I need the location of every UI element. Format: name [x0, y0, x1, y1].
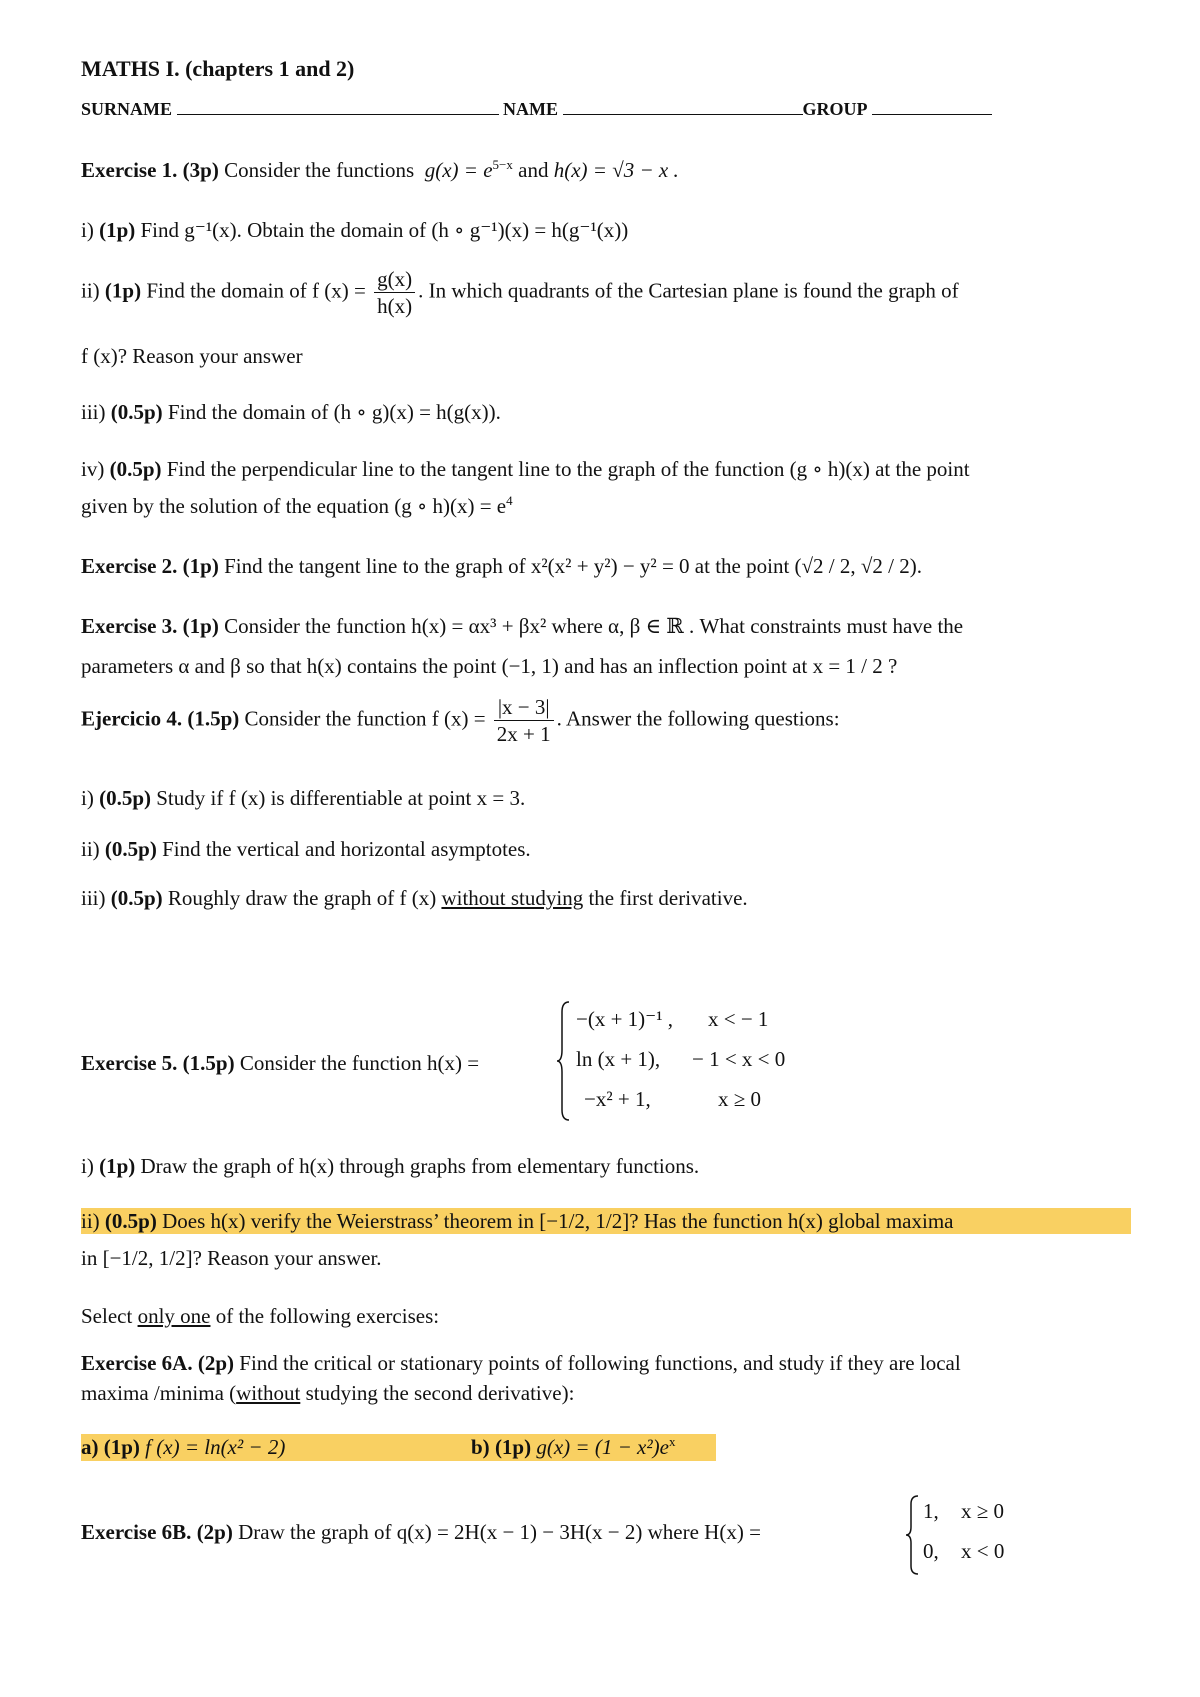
- part-points: (0.5p): [99, 786, 151, 810]
- part-label: iii): [81, 400, 106, 424]
- exercise-6a-statement: [81, 1350, 1132, 1376]
- exercise-3-points: (1p): [182, 614, 219, 638]
- exercise-4-iii: [81, 885, 1132, 911]
- part-points: (1p): [99, 1154, 136, 1178]
- piece-condition: x < − 1: [708, 1007, 769, 1031]
- piece-expression: −(x + 1)⁻¹ ,: [576, 1007, 674, 1031]
- exercise-5-ii: [81, 1208, 1132, 1234]
- piece-condition: x ≥ 0: [961, 1499, 1005, 1523]
- part-label: a): [81, 1435, 99, 1459]
- exercise-6b-label: Exercise 6B.: [81, 1520, 192, 1544]
- exercise-3-label: Exercise 3.: [81, 614, 178, 638]
- piece-condition: x < 0: [961, 1539, 1005, 1563]
- name-field[interactable]: [563, 100, 803, 115]
- exercise-2-statement: [81, 553, 1132, 579]
- piece-expression: 0,: [923, 1539, 939, 1563]
- part-label: i): [81, 786, 94, 810]
- g-exponent: 5−x: [492, 157, 513, 172]
- part-points: (1p): [104, 278, 142, 303]
- exercise-2-text: Find the tangent line to the graph of x²(x² + y²) − y² = 0 at the point (√2 / 2, √2 / 2).: [224, 554, 922, 578]
- part-text-cont: the first derivative.: [588, 886, 748, 910]
- exercise-1-ii-cont: [81, 343, 1132, 369]
- exercise-1-iv-cont: [81, 493, 1132, 519]
- part-points: (0.5p): [104, 837, 157, 861]
- part-points: (1p): [103, 1435, 140, 1459]
- part-expression: g(x) = (1 − x²)e: [536, 1435, 669, 1459]
- and-word: and: [518, 158, 549, 182]
- part-label: i): [81, 1154, 94, 1178]
- piecewise-h: [556, 1000, 816, 1122]
- exercise-4-i: [81, 785, 1132, 811]
- exercise-1-ii: [81, 266, 1132, 320]
- part-label: ii): [81, 1209, 100, 1233]
- exercise-1-iv: [81, 456, 1132, 482]
- instruction-text-cont: of the following exercises:: [215, 1304, 440, 1328]
- part-text: Find the domain of (h ∘ g)(x) = h(g(x)).: [167, 400, 501, 424]
- g-over-h-fraction: [374, 266, 415, 320]
- exercise-5-i: [81, 1153, 1132, 1179]
- exercise-1-text: Consider the functions: [224, 158, 415, 182]
- exercise-6a-cont: [81, 1380, 1132, 1406]
- exercise-6b-points: (2p): [196, 1520, 233, 1544]
- abs-over-linear-fraction: [494, 694, 554, 748]
- part-points: (1p): [99, 218, 136, 242]
- exercise-3-text: Consider the function h(x) = αx³ + βx² where α, β ∈ ℝ . What constraints must have the: [224, 614, 964, 638]
- part-label: i): [81, 218, 94, 242]
- piece-expression: ln (x + 1),: [576, 1047, 661, 1071]
- instruction-text: Select: [81, 1304, 133, 1328]
- underlined-text: only one: [137, 1304, 211, 1328]
- exercise-5-text: Consider the function h(x) =: [239, 1051, 480, 1075]
- part-text: Draw the graph of h(x) through graphs from elementary functions.: [140, 1154, 700, 1178]
- part-text: Roughly draw the graph of f (x): [167, 886, 437, 910]
- exercise-1-label: Exercise 1.: [81, 158, 178, 182]
- piece-expression: −x² + 1,: [584, 1087, 651, 1111]
- group-field[interactable]: [872, 100, 992, 115]
- exercise-6a-text-end: studying the second derivative):: [305, 1381, 575, 1405]
- exercise-1-iii: [81, 399, 1132, 425]
- piece-condition: x ≥ 0: [718, 1087, 762, 1111]
- part-text: Study if f (x) is differentiable at point x = 3.: [156, 786, 526, 810]
- part-expression: f (x) = ln(x² − 2): [145, 1435, 286, 1459]
- part-label: iv): [81, 457, 105, 481]
- exercise-5-ii-cont: [81, 1245, 1132, 1271]
- part-label: ii): [81, 837, 100, 861]
- surname-label: SURNAME: [81, 99, 173, 119]
- exercise-3-statement: [81, 613, 1132, 639]
- part-a: [81, 1434, 285, 1460]
- part-text: Find the perpendicular line to the tangent line to the graph of the function (g ∘ h)(x) at the point: [166, 457, 970, 481]
- part-points: (0.5p): [110, 400, 163, 424]
- exercise-1-points: (3p): [182, 158, 219, 182]
- part-text: given by the solution of the equation (g ∘ h)(x) = e: [81, 494, 507, 518]
- exercise-4-statement: [81, 694, 1132, 748]
- left-brace-icon: [556, 1000, 572, 1122]
- piecewise-H: [905, 1494, 1045, 1576]
- highlighted-parts: [81, 1434, 716, 1461]
- part-points: (0.5p): [109, 457, 162, 481]
- exercise-5-points: (1.5p): [182, 1051, 235, 1075]
- exercise-3-cont: [81, 653, 1132, 679]
- part-text: Find the domain of f (x) =: [146, 278, 366, 303]
- part-text: Find g⁻¹(x). Obtain the domain of (h ∘ g⁻¹)(x) = h(g⁻¹(x)): [140, 218, 629, 242]
- part-text: Find the vertical and horizontal asymptotes.: [162, 837, 531, 861]
- exercise-3-text-cont: parameters α and β so that h(x) contains the point (−1, 1) and has an inflection point at x = 1 / 2 ?: [81, 654, 898, 678]
- highlighted-question: [81, 1208, 1131, 1234]
- part-text: Does h(x) verify the Weierstrass’ theorem in [−1/2, 1/2]? Has the function h(x) global maxima: [162, 1209, 954, 1233]
- exercise-2-points: (1p): [182, 554, 219, 578]
- exercise-6a-points: (2p): [197, 1351, 235, 1375]
- exponent: x: [668, 1434, 676, 1449]
- fraction-denominator: 2x + 1: [496, 722, 551, 747]
- part-points: (1p): [494, 1435, 532, 1459]
- part-text: f (x)? Reason your answer: [81, 344, 303, 368]
- exercise-4-ii: [81, 836, 1132, 862]
- exercise-1-i: [81, 217, 1132, 243]
- selection-instruction: [81, 1303, 1132, 1329]
- exercise-6a-text: Find the critical or stationary points of following functions, and study if they are local: [239, 1351, 961, 1375]
- exercise-1-statement: [81, 157, 1132, 183]
- part-label: b): [471, 1435, 490, 1459]
- student-info-row: [81, 98, 1132, 121]
- exercise-4-points: (1.5p): [187, 706, 240, 731]
- part-label: iii): [81, 886, 106, 910]
- part-text: in [−1/2, 1/2]? Reason your answer.: [81, 1246, 382, 1270]
- exercise-4-text-cont: . Answer the following questions:: [556, 706, 840, 731]
- exercise-6b-text: Draw the graph of q(x) = 2H(x − 1) − 3H(x − 2) where H(x) =: [238, 1520, 761, 1544]
- exercise-4-label: Ejercicio 4.: [81, 706, 183, 731]
- exercise-6a-parts: [81, 1434, 1132, 1467]
- fraction-numerator: |x − 3|: [494, 694, 554, 721]
- piece-condition: − 1 < x < 0: [692, 1047, 786, 1071]
- exercise-5-label: Exercise 5.: [81, 1051, 178, 1075]
- exercise-4-text: Consider the function f (x) =: [244, 706, 486, 731]
- fraction-numerator: g(x): [374, 266, 415, 293]
- g-definition: g(x) = e: [424, 158, 493, 182]
- page-title: MATHS I. (chapters 1 and 2): [81, 56, 355, 81]
- part-points: (0.5p): [104, 1209, 157, 1233]
- piece-expression: 1,: [923, 1499, 939, 1523]
- exercise-2-label: Exercise 2.: [81, 554, 178, 578]
- name-label: NAME: [503, 99, 559, 119]
- fraction-denominator: h(x): [377, 294, 413, 319]
- h-definition: h(x) = √3 − x .: [553, 158, 679, 182]
- surname-field[interactable]: [177, 100, 499, 115]
- part-label: ii): [81, 278, 100, 303]
- left-brace-icon: [905, 1494, 921, 1576]
- underlined-text: without: [236, 1381, 301, 1405]
- exercise-6a-text-cont: maxima /minima (: [81, 1381, 237, 1405]
- exponent: 4: [506, 493, 513, 508]
- group-label: GROUP: [802, 99, 868, 119]
- underlined-text: without studying: [441, 886, 584, 910]
- exercise-6a-label: Exercise 6A.: [81, 1351, 193, 1375]
- part-b: [471, 1434, 675, 1460]
- part-points: (0.5p): [110, 886, 163, 910]
- part-text-cont: . In which quadrants of the Cartesian plane is found the graph of: [418, 278, 959, 303]
